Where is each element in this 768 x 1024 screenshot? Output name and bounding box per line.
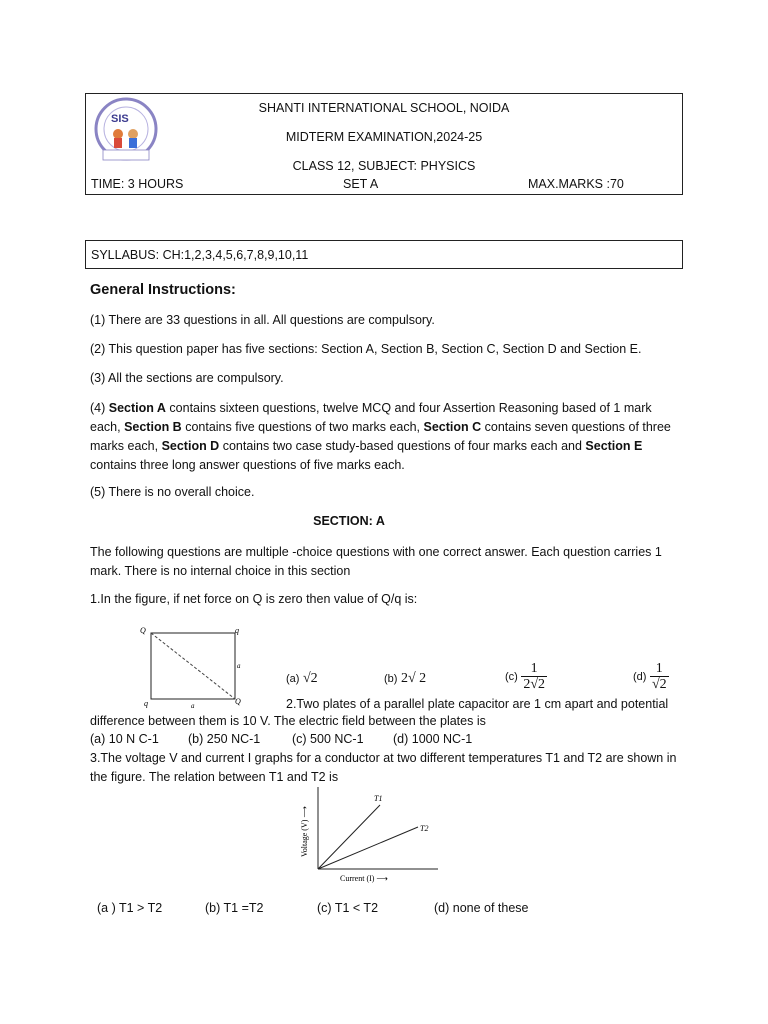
exam-time: TIME: 3 HOURS [91, 177, 184, 191]
q3-option-d: (d) none of these [434, 901, 529, 915]
q3-vi-graph [292, 783, 442, 887]
q3-line-t2 [318, 827, 418, 869]
q1-fig-bottom-label: a [191, 702, 195, 710]
max-marks: MAX.MARKS :70 [528, 177, 624, 191]
q3-option-a: (a ) T1 > T2 [97, 901, 163, 915]
q3-option-c: (c) T1 < T2 [317, 901, 379, 915]
q3-y-axis-label: Voltage (V) ⟶ [300, 806, 309, 857]
q1-option-b: (b) 2√ 2 [384, 671, 427, 686]
q2-text-line2: difference between them is 10 V. The electric field between the plates is [90, 714, 486, 728]
exam-title: MIDTERM EXAMINATION,2024-25 [285, 130, 483, 144]
q1-text: 1.In the figure, if net force on Q is zero then value of Q/q is: [90, 592, 418, 606]
q1-fig-label-br: Q [235, 697, 241, 706]
instruction-4: (4) Section A contains sixteen questions, twelve MCQ and four Assertion Reasoning based of 1 mark each, Section B contains five questions of two marks each, Section C contains seven questions of three marks each, Section D contains two case study-based questions of four marks each and Section E contains three long answer questions of five marks each. [90, 401, 671, 472]
q3-t2-label: T2 [420, 824, 429, 833]
q2-option-c: (c) 500 NC-1 [292, 732, 364, 746]
q1-fig-label-tr: q [235, 626, 239, 635]
q2-option-a: (a) 10 N C-1 [90, 732, 159, 746]
q2-option-d: (d) 1000 NC-1 [393, 732, 473, 746]
q1-fig-label-bl: q [144, 699, 148, 708]
class-subject: CLASS 12, SUBJECT: PHYSICS [292, 159, 476, 173]
instruction-5: (5) There is no overall choice. [90, 485, 255, 499]
logo-text: SIS [111, 113, 129, 125]
q1-option-d: (d) $\frac{1}{√2}$ [633, 661, 667, 692]
instructions-heading: General Instructions: [90, 282, 236, 298]
q3-line-t1 [318, 805, 380, 869]
q2-text-line1: 2.Two plates of a parallel plate capacitor are 1 cm apart and potential [286, 697, 669, 711]
q1-fig-side-label: a [237, 662, 241, 670]
q3-option-b: (b) T1 =T2 [205, 901, 264, 915]
instruction-3: (3) All the sections are compulsory. [90, 371, 284, 385]
exam-set: SET A [343, 177, 379, 191]
q1-option-a: (a) √2 [286, 671, 318, 686]
q3-x-axis-label: Current (I) ⟶ [340, 874, 388, 883]
q2-option-b: (b) 250 NC-1 [188, 732, 261, 746]
instruction-1: (1) There are 33 questions in all. All questions are compulsory. [90, 313, 435, 327]
school-name: SHANTI INTERNATIONAL SCHOOL, NOIDA [258, 101, 510, 115]
q3-t1-label: T1 [374, 794, 383, 803]
instruction-2: (2) This question paper has five sections: Section A, Section B, Section C, Section D and Section E. [90, 342, 642, 356]
syllabus-text: SYLLABUS: CH:1,2,3,4,5,6,7,8,9,10,11 [91, 248, 309, 262]
q1-option-c: (c) $\frac{1}{2√2}$ [505, 661, 545, 692]
section-a-intro: The following questions are multiple -choice questions with one correct answer. Each question carries 1 mark. There is no internal choice in this section [90, 545, 662, 578]
q3-text: 3.The voltage V and current I graphs for a conductor at two different temperatures T1 and T2 are shown in the figure. The relation between T1 and T2 is [90, 751, 677, 784]
q1-fig-label-tl: Q [140, 626, 146, 635]
section-a-title: SECTION: A [313, 514, 385, 528]
q1-square-figure [138, 624, 248, 710]
